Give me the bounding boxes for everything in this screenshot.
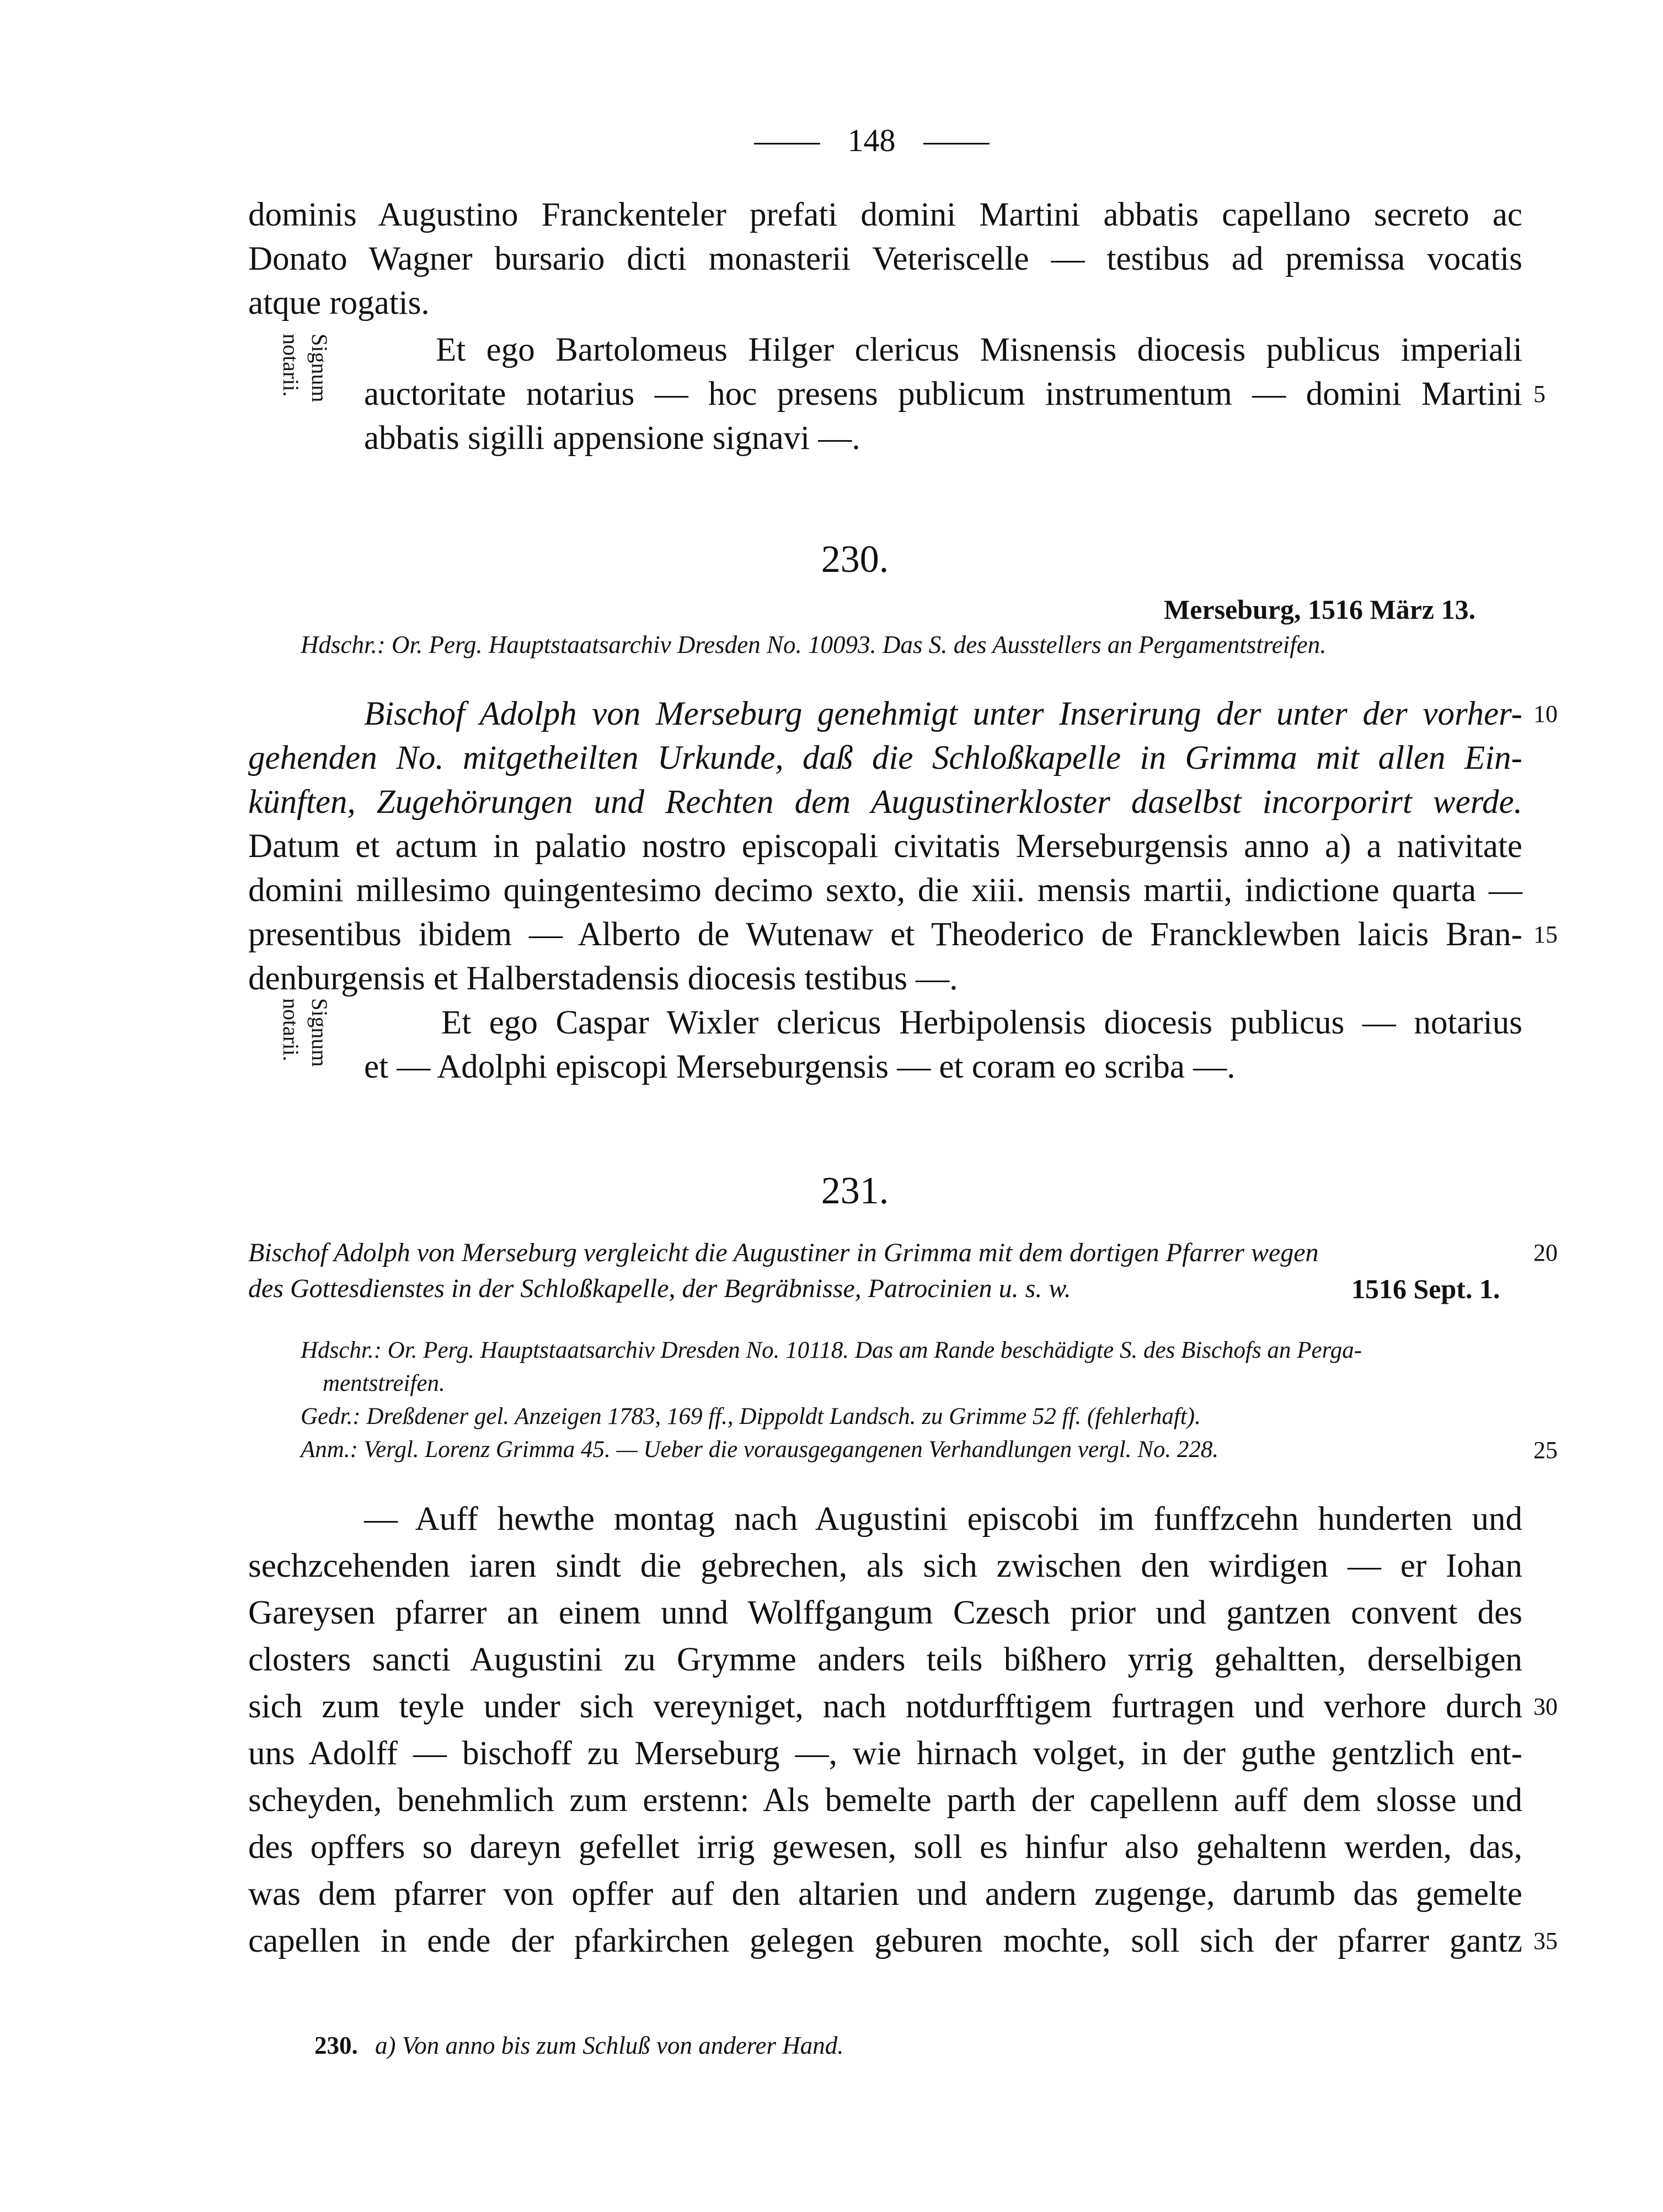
header-dash-right xyxy=(923,143,990,144)
notary-line: et — Adolphi episcopi Merseburgensis — et coram eo scriba —. xyxy=(364,1048,1236,1085)
document-place-date: Merseburg, 1516 März 13. xyxy=(1164,594,1476,625)
text-line: sich zum teyle under sich vereyniget, nach notdurfftigem furtragen und verhore durch xyxy=(248,1688,1522,1725)
text-line: uns Adolff — bischoff zu Merseburg —, wie hirnach volget, in der guthe gentzlich ent- xyxy=(248,1735,1522,1772)
text-line: Gareysen pfarrer an einem unnd Wolffgangum Czesch prior und gantzen convent des xyxy=(248,1594,1522,1631)
text-line: des opffers so dareyn gefellet irrig gewesen, soll es hinfur also gehaltenn werden, das, xyxy=(248,1829,1522,1866)
document-date: 1516 Sept. 1. xyxy=(1351,1273,1500,1304)
footnote-ref: 230. xyxy=(314,2032,358,2059)
line-number: 5 xyxy=(1533,381,1546,408)
apparatus-line: mentstreifen. xyxy=(323,1370,445,1396)
footnote xyxy=(314,2029,844,2061)
document-number: 231. xyxy=(821,1170,889,1212)
notary-line: Et ego Caspar Wixler clericus Herbipolensis diocesis publicus — notarius xyxy=(441,1004,1522,1041)
regest-line: künften, Zugehörungen und Rechten dem Augustinerkloster daselbst incorporirt werde. xyxy=(248,784,1522,821)
text-line: scheyden, benehmlich zum erstenn: Als bemelte parth der capellenn auff dem slosse und xyxy=(248,1782,1522,1819)
line-number: 20 xyxy=(1533,1239,1558,1266)
apparatus-line: Anm.: Vergl. Lorenz Grimma 45. — Ueber die vorausgegangenen Verhandlungen vergl. No. 228. xyxy=(301,1437,1219,1463)
line-number: 35 xyxy=(1533,1927,1558,1954)
top-line: atque rogatis. xyxy=(248,285,430,322)
notary-line: auctoritate notarius — hoc presens publicum instrumentum — domini Martini xyxy=(364,376,1522,413)
text-line: capellen in ende der pfarkirchen gelegen geburen mochte, soll sich der pfarrer gantz xyxy=(248,1922,1522,1959)
header-dash-left xyxy=(754,143,820,144)
signum-notarii-marker: Signum notarii. xyxy=(279,334,332,403)
text-line: — Auff hewthe montag nach Augustini episcobi im funffzcehn hunderten und xyxy=(364,1501,1522,1538)
signum-notarii-marker: Signum notarii. xyxy=(279,998,332,1067)
notary-line: abbatis sigilli appensione signavi —. xyxy=(364,420,860,457)
apparatus-line: Hdschr.: Or. Perg. Hauptstaatsarchiv Dresden No. 10118. Das am Rande beschädigte S. des Bischofs an Perga- xyxy=(301,1337,1362,1363)
regest-line: Bischof Adolph von Merseburg vergleicht die Augustiner in Grimma mit dem dortigen Pfarrer wegen xyxy=(248,1238,1319,1267)
text-line: domini millesimo quingentesimo decimo sexto, die xiii. mensis martii, indictione quarta — xyxy=(248,872,1522,909)
page-header xyxy=(717,119,1026,163)
line-number: 15 xyxy=(1533,921,1558,948)
regest-line: des Gottesdienstes in der Schloßkapelle, der Begräbnisse, Patrocinien u. s. w. xyxy=(248,1274,1071,1303)
line-number: 10 xyxy=(1533,700,1558,727)
line-number: 30 xyxy=(1533,1693,1558,1720)
text-line: denburgensis et Halberstadensis diocesis testibus —. xyxy=(248,960,958,997)
top-line: dominis Augustino Franckenteler prefati domini Martini abbatis capellano secreto ac xyxy=(248,196,1522,233)
text-line: was dem pfarrer von opffer auf den altarien und andern zugenge, darumb das gemelte xyxy=(248,1876,1522,1913)
top-line: Donato Wagner bursario dicti monasterii Veteriscelle — testibus ad premissa vocatis xyxy=(248,240,1522,277)
text-line: presentibus ibidem — Alberto de Wutenaw et Theoderico de Francklewben laicis Bran- xyxy=(248,916,1522,953)
text-line: Datum et actum in palatio nostro episcopali civitatis Merseburgensis anno a) a nativitate xyxy=(248,828,1522,865)
notary-line: Et ego Bartolomeus Hilger clericus Misnensis diocesis publicus imperiali xyxy=(436,331,1522,368)
text-line: sechzcehenden iaren sindt die gebrechen, als sich zwischen den wirdigen — er Iohan xyxy=(248,1547,1522,1584)
apparatus-line: Gedr.: Dreßdener gel. Anzeigen 1783, 169 ff., Dippoldt Landsch. zu Grimme 52 ff. (fehlerhaft). xyxy=(301,1404,1201,1429)
line-number: 25 xyxy=(1533,1437,1558,1464)
regest-line: gehenden No. mitgetheilten Urkunde, daß die Schloßkapelle in Grimma mit allen Ein- xyxy=(248,740,1522,776)
source-line: Hdschr.: Or. Perg. Hauptstaatsarchiv Dresden No. 10093. Das S. des Ausstellers an Pergamentstreifen. xyxy=(301,631,1327,658)
document-number: 230. xyxy=(821,538,889,581)
text-line: closters sancti Augustini zu Grymme anders teils bißhero yrrig gehaltten, derselbigen xyxy=(248,1641,1522,1678)
regest-line: Bischof Adolph von Merseburg genehmigt unter Inserirung der unter der vorher- xyxy=(364,695,1522,732)
page-number: 148 xyxy=(847,122,896,158)
footnote-text: a) Von anno bis zum Schluß von anderer Hand. xyxy=(375,2032,844,2059)
